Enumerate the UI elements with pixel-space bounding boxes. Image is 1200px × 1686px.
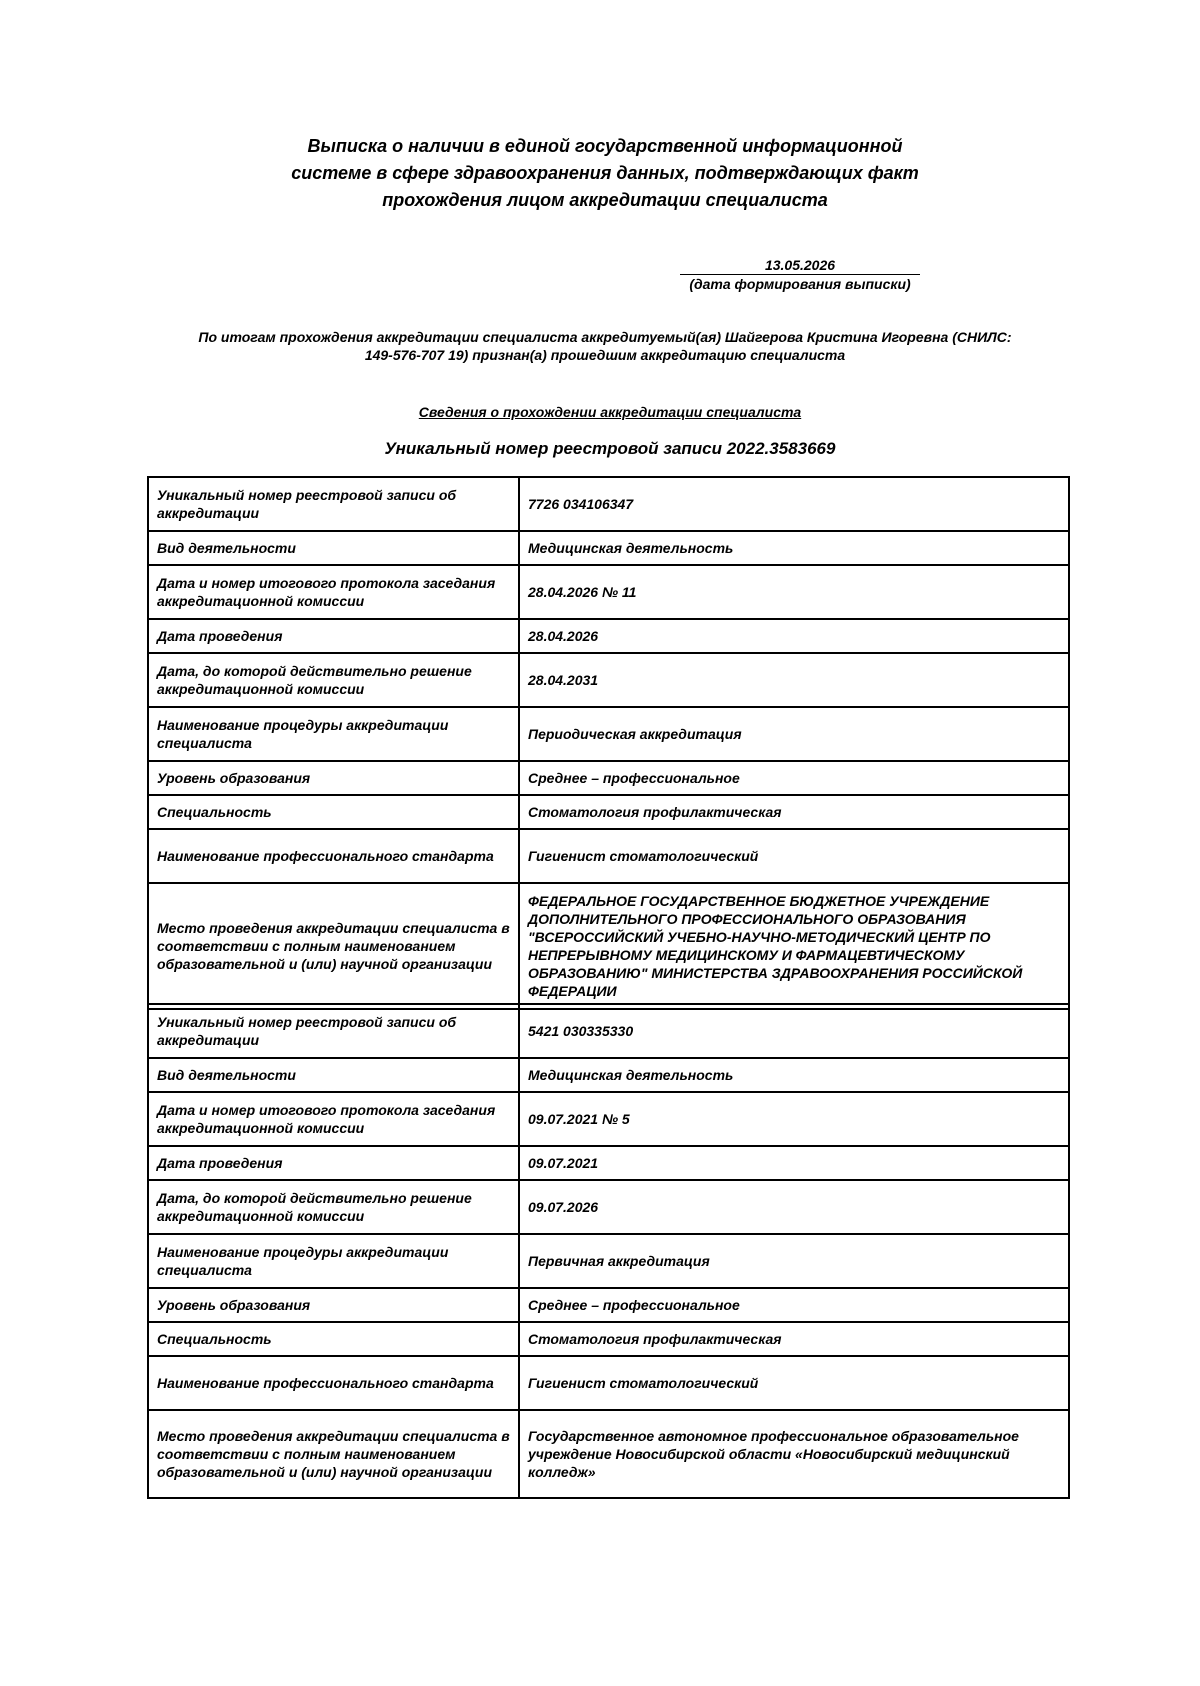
document-title — [200, 133, 1010, 214]
table-row — [148, 1356, 1069, 1410]
row-label: Уникальный номер реестровой записи об аккредитации — [148, 477, 519, 531]
row-label: Специальность — [148, 795, 519, 829]
row-value: Первичная аккредитация — [519, 1234, 1069, 1288]
row-label: Дата проведения — [148, 1146, 519, 1180]
table-row — [148, 531, 1069, 565]
row-label: Место проведения аккредитации специалиста в соответствии с полным наименованием образовательной и (или) научной организации — [148, 1410, 519, 1498]
table-row — [148, 565, 1069, 619]
row-label: Наименование процедуры аккредитации специалиста — [148, 707, 519, 761]
row-label: Специальность — [148, 1322, 519, 1356]
row-value: Среднее – профессиональное — [519, 761, 1069, 795]
row-label: Вид деятельности — [148, 531, 519, 565]
row-label: Дата, до которой действительно решение аккредитационной комиссии — [148, 1180, 519, 1234]
row-label: Наименование профессионального стандарта — [148, 829, 519, 883]
row-label: Дата, до которой действительно решение аккредитационной комиссии — [148, 653, 519, 707]
row-value: 28.04.2026 № 11 — [519, 565, 1069, 619]
table-row — [148, 1234, 1069, 1288]
intro-line: 149-576-707 19) признан(а) прошедшим аккредитацию специалиста — [364, 347, 846, 363]
table-row — [148, 477, 1069, 531]
table-row — [148, 1322, 1069, 1356]
row-value: Государственное автономное профессиональное образовательное учреждение Новосибирской области «Новосибирский медицинский колледж» — [519, 1410, 1069, 1498]
row-label: Уникальный номер реестровой записи об аккредитации — [148, 1004, 519, 1058]
row-value: 5421 030335330 — [519, 1004, 1069, 1058]
accreditation-table-1 — [147, 476, 1070, 1010]
title-line: прохождения лицом аккредитации специалиста — [382, 190, 828, 210]
table-row — [148, 1410, 1069, 1498]
row-value: Стоматология профилактическая — [519, 1322, 1069, 1356]
row-value: Медицинская деятельность — [519, 1058, 1069, 1092]
row-label: Дата и номер итогового протокола заседания аккредитационной комиссии — [148, 1092, 519, 1146]
table-row — [148, 707, 1069, 761]
formation-date-block — [680, 257, 920, 293]
formation-date: 13.05.2026 — [680, 257, 920, 275]
accreditation-table-2 — [147, 1003, 1070, 1499]
row-value: 28.04.2031 — [519, 653, 1069, 707]
table-row — [148, 829, 1069, 883]
row-value: 09.07.2026 — [519, 1180, 1069, 1234]
row-label: Наименование профессионального стандарта — [148, 1356, 519, 1410]
row-value: 09.07.2021 — [519, 1146, 1069, 1180]
row-label: Место проведения аккредитации специалиста в соответствии с полным наименованием образовательной и (или) научной организации — [148, 883, 519, 1009]
row-value: 09.07.2021 № 5 — [519, 1092, 1069, 1146]
section-heading: Сведения о прохождении аккредитации специалиста — [418, 404, 802, 420]
row-value: Гигиенист стоматологический — [519, 1356, 1069, 1410]
row-value: 28.04.2026 — [519, 619, 1069, 653]
table-row — [148, 795, 1069, 829]
title-line: системе в сфере здравоохранения данных, подтверждающих факт — [291, 163, 919, 183]
table-row — [148, 619, 1069, 653]
row-label: Наименование процедуры аккредитации специалиста — [148, 1234, 519, 1288]
row-label: Вид деятельности — [148, 1058, 519, 1092]
row-value: Медицинская деятельность — [519, 531, 1069, 565]
row-value: Среднее – профессиональное — [519, 1288, 1069, 1322]
table-row — [148, 1146, 1069, 1180]
table-row — [148, 883, 1069, 1009]
intro-line: По итогам прохождения аккредитации специалиста аккредитуемый(ая) Шайгерова Кристина Игоревна (СНИЛС: — [198, 329, 1012, 345]
title-line: Выписка о наличии в единой государственной информационной — [307, 136, 903, 156]
row-label: Дата и номер итогового протокола заседания аккредитационной комиссии — [148, 565, 519, 619]
row-value: 7726 034106347 — [519, 477, 1069, 531]
row-value: Гигиенист стоматологический — [519, 829, 1069, 883]
row-label: Уровень образования — [148, 1288, 519, 1322]
row-value: Стоматология профилактическая — [519, 795, 1069, 829]
table-row — [148, 1180, 1069, 1234]
row-label: Дата проведения — [148, 619, 519, 653]
table-row — [148, 1092, 1069, 1146]
registry-number-title: Уникальный номер реестровой записи 2022.3583669 — [384, 439, 836, 458]
table-row — [148, 1288, 1069, 1322]
table-row — [148, 761, 1069, 795]
table-row — [148, 653, 1069, 707]
row-value: ФЕДЕРАЛЬНОЕ ГОСУДАРСТВЕННОЕ БЮДЖЕТНОЕ УЧРЕЖДЕНИЕ ДОПОЛНИТЕЛЬНОГО ПРОФЕССИОНАЛЬНОГО ОБРАЗОВАНИЯ "ВСЕРОССИЙСКИЙ УЧЕБНО-НАУЧНО-МЕТОДИЧЕСКИЙ ЦЕНТР ПО НЕПРЕРЫВНОМУ МЕДИЦИНСКОМУ И ФАРМАЦЕВТИЧЕСКОМУ ОБРАЗОВАНИЮ" МИНИСТЕРСТВА ЗДРАВООХРАНЕНИЯ РОССИЙСКОЙ ФЕДЕРАЦИИ — [519, 883, 1069, 1009]
row-value: Периодическая аккредитация — [519, 707, 1069, 761]
table-row — [148, 1058, 1069, 1092]
intro-paragraph — [140, 328, 1070, 364]
table-row — [148, 1004, 1069, 1058]
formation-date-caption: (дата формирования выписки) — [689, 276, 911, 292]
row-label: Уровень образования — [148, 761, 519, 795]
